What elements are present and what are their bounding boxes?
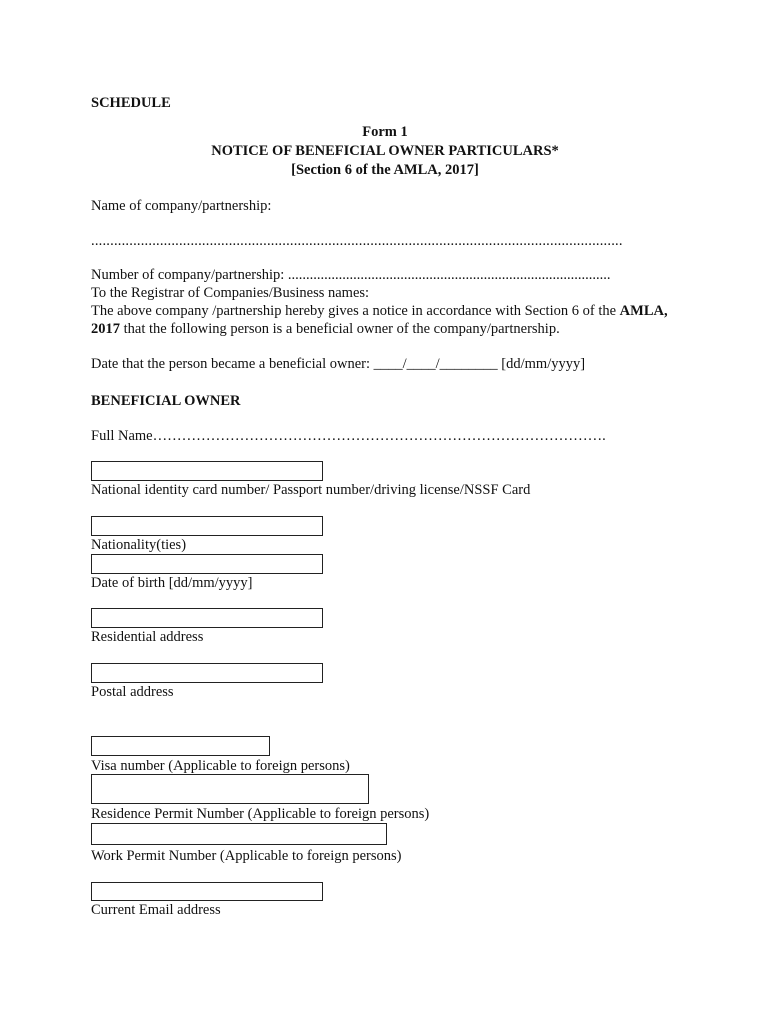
schedule-heading: SCHEDULE [91, 95, 171, 111]
visa-number-label: Visa number (Applicable to foreign persons) [91, 758, 350, 774]
notice-text-part1: The above company /partnership hereby gives a notice in accordance with Section 6 of the [91, 303, 620, 319]
notice-bold-year: 2017 [91, 321, 120, 337]
notice-text-line-1 [91, 302, 668, 320]
date-became-owner-line[interactable]: Date that the person became a beneficial owner: ____/____/________ [dd/mm/yyyy] [91, 356, 586, 372]
national-id-input-box[interactable] [91, 461, 323, 481]
notice-text-part2: that the following person is a beneficial owner of the company/partnership. [120, 321, 560, 337]
form-title: NOTICE OF BENEFICIAL OWNER PARTICULARS* [211, 143, 559, 159]
visa-number-input-box[interactable] [91, 736, 270, 756]
residential-address-label: Residential address [91, 629, 204, 645]
postal-address-input-box[interactable] [91, 663, 323, 683]
company-name-label: Name of company/partnership: [91, 198, 272, 214]
form-section: [Section 6 of the AMLA, 2017] [291, 162, 479, 178]
residential-address-input-box[interactable] [91, 608, 323, 628]
form-number: Form 1 [362, 124, 408, 140]
company-name-dotted-line[interactable]: ........................................................................................................................................... [91, 233, 623, 249]
nationality-label: Nationality(ties) [91, 537, 187, 553]
email-input-box[interactable] [91, 882, 323, 901]
registrar-line: To the Registrar of Companies/Business names: [91, 285, 370, 301]
full-name-line[interactable]: Full Name…………………………………………………………………………………. [91, 428, 606, 444]
residence-permit-label: Residence Permit Number (Applicable to foreign persons) [91, 806, 430, 822]
company-number-line[interactable]: Number of company/partnership: ......................................................................................... [91, 267, 611, 283]
national-id-label: National identity card number/ Passport number/driving license/NSSF Card [91, 482, 531, 498]
notice-bold-amla: AMLA, [619, 303, 668, 319]
email-label: Current Email address [91, 902, 221, 918]
work-permit-input-box[interactable] [91, 823, 387, 845]
nationality-input-box[interactable] [91, 516, 323, 536]
postal-address-label: Postal address [91, 684, 174, 700]
date-of-birth-label: Date of birth [dd/mm/yyyy] [91, 575, 253, 591]
residence-permit-input-box[interactable] [91, 774, 369, 804]
beneficial-owner-heading: BENEFICIAL OWNER [91, 393, 241, 409]
work-permit-label: Work Permit Number (Applicable to foreign persons) [91, 848, 402, 864]
notice-text-line-2 [91, 320, 560, 338]
date-of-birth-input-box[interactable] [91, 554, 323, 574]
